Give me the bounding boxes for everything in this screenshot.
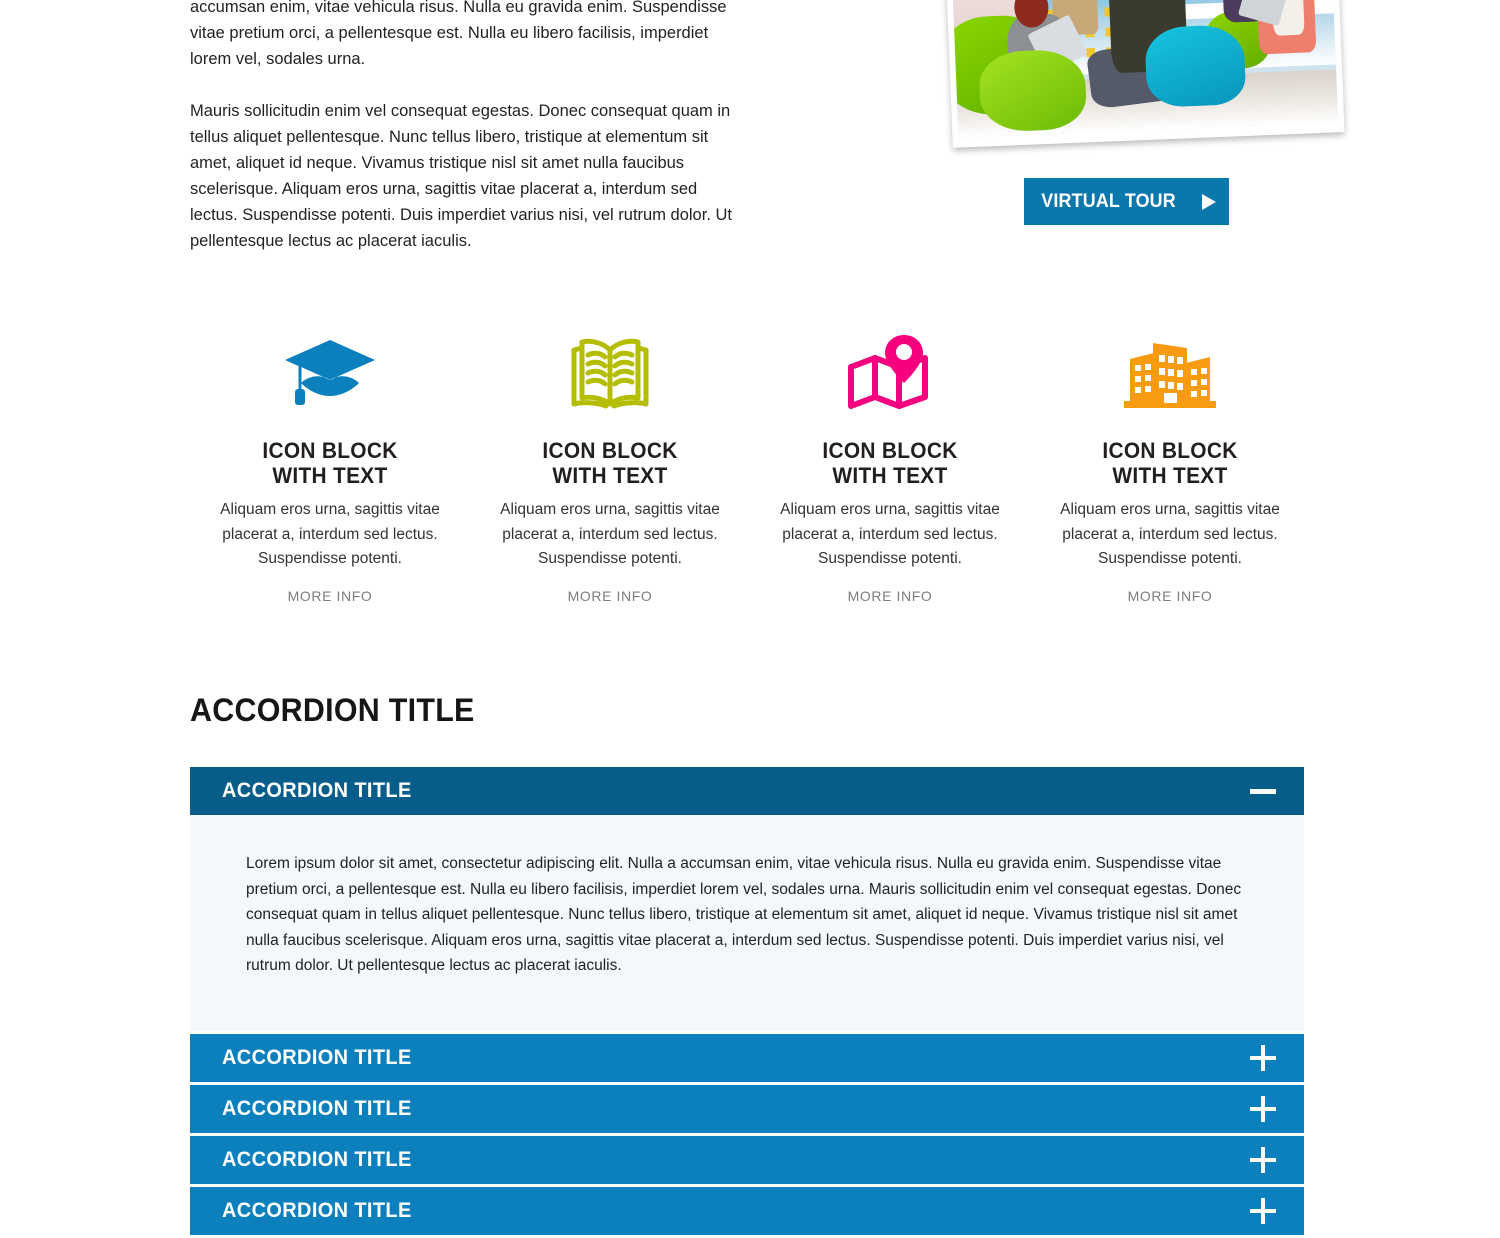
accordion-body-1-text: Lorem ipsum dolor sit amet, consectetur adipiscing elit. Nulla a accumsan enim, vitae vehicula risus. Nulla eu gravida enim. Suspendisse vitae pretium orci, a pellentesque est. Nulla eu libero facilisis, imperdiet lorem vel, sodales urna. Mauris sollicitudin enim vel consequat egestas. Donec consequat quam in tellus aliquet pellentesque. Nunc tellus libero, tristique at elementum sit amet, aliquet id neque. Vivamus tristique nisl sit amet nulla faucibus scelerisque. Aliquam eros urna, sagittis vitae placerat a, interdum sed lectus. Suspendisse potenti. Duis imperdiet varius nisi, vel rutrum dolor. Ut pellentesque lectus ac placerat iaculis.	[246, 855, 1242, 974]
plus-icon[interactable]	[1250, 1198, 1276, 1224]
icon-block-3-title	[774, 438, 1006, 488]
icon-block-4	[1030, 330, 1310, 606]
icon-block-4-title	[1054, 438, 1286, 488]
accordion-item-5	[190, 1187, 1304, 1235]
accordion-title-2: ACCORDION TITLE	[222, 1045, 412, 1069]
buildings-icon	[1048, 330, 1292, 416]
icon-block-4-title-line1: ICON BLOCK	[1102, 438, 1238, 463]
accordion-section-heading: ACCORDION TITLE	[190, 692, 475, 728]
icon-block-4-title-line2: WITH TEXT	[1112, 463, 1228, 488]
icon-block-2-title-line2: WITH TEXT	[552, 463, 668, 488]
virtual-tour-button[interactable]	[1024, 178, 1229, 225]
play-triangle-icon	[1202, 194, 1216, 210]
plus-icon-bar-vertical	[1261, 1198, 1266, 1224]
plus-icon-bar-vertical	[1261, 1096, 1266, 1122]
accordion-title-4: ACCORDION TITLE	[222, 1147, 412, 1171]
icon-block-2-title	[494, 438, 726, 488]
intro-paragraph-1: accumsan enim, vitae vehicula risus. Nulla eu gravida enim. Suspendisse vitae pretium orci, a pellentesque est. Nulla eu libero facilisis, imperdiet lorem vel, sodales urna.	[190, 0, 727, 68]
plus-icon[interactable]	[1250, 1045, 1276, 1071]
icon-block-3-text: Aliquam eros urna, sagittis vitae placerat a, interdum sed lectus. Suspendisse potenti.	[780, 501, 1000, 567]
icon-block-3	[750, 330, 1030, 606]
icon-block-3-title-line1: ICON BLOCK	[822, 438, 958, 463]
accordion-header-5[interactable]	[190, 1187, 1304, 1235]
accordion-title-5: ACCORDION TITLE	[222, 1198, 412, 1222]
icon-block-3-more-info-link[interactable]: MORE INFO	[847, 587, 933, 604]
plus-icon[interactable]	[1250, 1096, 1276, 1122]
open-book-icon	[488, 330, 732, 416]
icon-block-2-text: Aliquam eros urna, sagittis vitae placerat a, interdum sed lectus. Suspendisse potenti.	[500, 501, 720, 567]
accordion-list	[190, 767, 1304, 1235]
intro-text-column	[190, 0, 746, 254]
accordion-header-1[interactable]	[190, 767, 1304, 815]
icon-block-2-more-info-link[interactable]: MORE INFO	[567, 587, 653, 604]
accordion-item-4	[190, 1136, 1304, 1184]
icon-block-1-more-info-link[interactable]: MORE INFO	[287, 587, 373, 604]
icon-block-3-title-line2: WITH TEXT	[832, 463, 948, 488]
icon-block-4-more-info-link[interactable]: MORE INFO	[1127, 587, 1213, 604]
photo-image	[950, 0, 1339, 138]
accordion-item-2	[190, 1034, 1304, 1082]
icon-block-2	[470, 330, 750, 606]
accordion-item-1	[190, 767, 1304, 1031]
accordion-header-3[interactable]	[190, 1085, 1304, 1133]
students-lounge-photo	[943, 0, 1344, 148]
icon-block-1-title	[214, 438, 446, 488]
icon-blocks-row	[190, 330, 1310, 606]
photo-beanbag-green-front	[978, 48, 1088, 132]
map-pin-icon	[768, 330, 1012, 416]
intro-section	[0, 0, 1500, 260]
icon-block-1-title-line2: WITH TEXT	[272, 463, 388, 488]
minus-icon[interactable]	[1250, 778, 1276, 804]
plus-icon-bar-vertical	[1261, 1147, 1266, 1173]
accordion-section	[190, 692, 1310, 1238]
icon-block-1-text: Aliquam eros urna, sagittis vitae placerat a, interdum sed lectus. Suspendisse potenti.	[220, 501, 440, 567]
accordion-header-2[interactable]	[190, 1034, 1304, 1082]
intro-paragraph-2: Mauris sollicitudin enim vel consequat egestas. Donec consequat quam in tellus aliquet pellentesque. Nunc tellus libero, tristique at elementum sit amet, aliquet id neque. Vivamus tristique nisl sit amet nulla faucibus scelerisque. Aliquam eros urna, sagittis vitae placerat a, interdum sed lectus. Suspendisse potenti. Duis imperdiet varius nisi, vel rutrum dolor. Ut pellentesque lectus ac placerat iaculis.	[190, 102, 732, 250]
icon-block-4-text: Aliquam eros urna, sagittis vitae placerat a, interdum sed lectus. Suspendisse potenti.	[1060, 501, 1280, 567]
graduation-cap-icon	[208, 330, 452, 416]
accordion-header-4[interactable]	[190, 1136, 1304, 1184]
photo-beanbag-cyan	[1144, 24, 1246, 108]
icon-block-2-title-line1: ICON BLOCK	[542, 438, 678, 463]
icon-block-1	[190, 330, 470, 606]
plus-icon[interactable]	[1250, 1147, 1276, 1173]
minus-icon-bar	[1250, 789, 1276, 794]
virtual-tour-label: VIRTUAL TOUR	[1041, 190, 1176, 212]
accordion-title-1: ACCORDION TITLE	[222, 779, 412, 802]
accordion-item-3	[190, 1085, 1304, 1133]
plus-icon-bar-vertical	[1261, 1045, 1266, 1071]
accordion-body-1	[190, 815, 1304, 1031]
accordion-title-3: ACCORDION TITLE	[222, 1096, 412, 1120]
icon-block-1-title-line1: ICON BLOCK	[262, 438, 398, 463]
